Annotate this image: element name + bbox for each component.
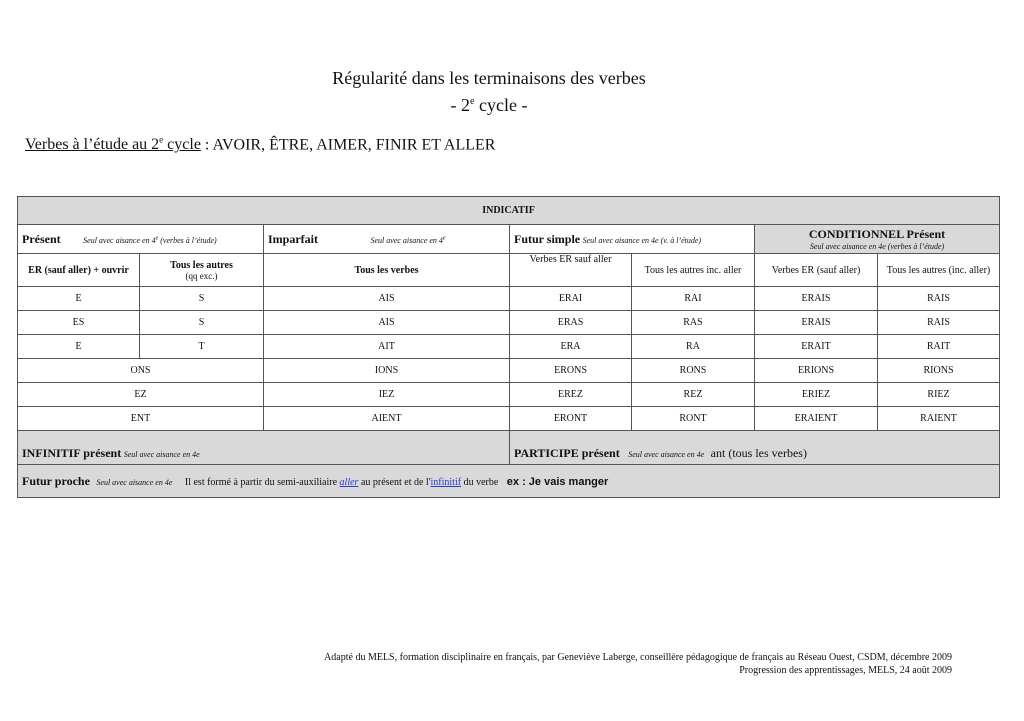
cond-autres-cell: RIONS [878, 359, 1000, 383]
cond-er-cell: ERAIS [755, 287, 878, 311]
present-header: Présent Seul avec aisance en 4e (verbes à l’étude) [18, 225, 264, 254]
cond-autres-cell: RAIS [878, 311, 1000, 335]
imparfait-cell: AIENT [264, 407, 510, 431]
futur-autres-cell: RAS [632, 311, 755, 335]
present-er-cell: ES [18, 311, 140, 335]
present-cell: EZ [18, 383, 264, 407]
cond-col-er: Verbes ER (sauf aller) [755, 254, 878, 287]
imparfait-col: Tous les verbes [264, 254, 510, 287]
present-cell: ENT [18, 407, 264, 431]
imparfait-cell: AIS [264, 287, 510, 311]
present-col-autres: Tous les autres (qq exc.) [140, 254, 264, 287]
futur-autres-cell: RONT [632, 407, 755, 431]
table-row [18, 311, 1000, 335]
table-row [18, 335, 1000, 359]
conditionnel-header: CONDITIONNEL Présent Seul avec aisance en 4e (verbes à l’étude) [755, 225, 1000, 254]
futur-er-cell: ERONT [510, 407, 632, 431]
imparfait-cell: IEZ [264, 383, 510, 407]
title-cycle: - 2e cycle - [450, 95, 528, 115]
indicatif-header: INDICATIF [18, 197, 1000, 225]
present-col-er: ER (sauf aller) + ouvrir [18, 254, 140, 287]
infinitif-row: INFINITIF présent Seul avec aisance en 4e [18, 431, 510, 465]
footer-line-2: Progression des apprentissages, MELS, 24 août 2009 [739, 665, 952, 676]
study-label: Verbes à l’étude au 2e cycle [25, 135, 201, 154]
present-er-cell: E [18, 335, 140, 359]
aller-link[interactable]: aller [339, 476, 359, 488]
futur-col-autres: Tous les autres inc. aller [632, 254, 755, 287]
study-verbs: : AVOIR, ÊTRE, AIMER, FINIR ET ALLER [200, 136, 496, 154]
cond-autres-cell: RAIS [878, 287, 1000, 311]
imparfait-cell: AIT [264, 335, 510, 359]
futur-simple-header: Futur simple Seul avec aisance en 4e (v. à l’étude) [510, 225, 755, 254]
table-row [18, 407, 1000, 431]
imparfait-cell: AIS [264, 311, 510, 335]
futur-autres-cell: RA [632, 335, 755, 359]
title-main: Régularité dans les terminaisons des verbes [332, 68, 646, 88]
futur-er-cell: ERAS [510, 311, 632, 335]
cond-er-cell: ERAIT [755, 335, 878, 359]
futur-er-cell: ERONS [510, 359, 632, 383]
futur-autres-cell: RAI [632, 287, 755, 311]
futur-er-cell: ERA [510, 335, 632, 359]
conjugation-table [17, 196, 1000, 498]
futur-autres-cell: RONS [632, 359, 755, 383]
page-title [0, 66, 978, 117]
present-er-cell: E [18, 287, 140, 311]
futur-autres-cell: REZ [632, 383, 755, 407]
futur-col-er: Verbes ER sauf aller [510, 254, 632, 287]
example-text: ex : Je vais manger [506, 475, 609, 488]
imparfait-cell: IONS [264, 359, 510, 383]
participe-row: PARTICIPE présent Seul avec aisance en 4e ant (tous les verbes) [510, 431, 1000, 465]
footer-line-1: Adapté du MELS, formation disciplinaire en français, par Geneviève Laberge, conseillère pédagogique de français au Réseau Ouest, CSDM, décembre 2009 [324, 652, 952, 663]
futur-er-cell: ERAI [510, 287, 632, 311]
present-autres-cell: S [140, 311, 264, 335]
infinitif-link[interactable]: infinitif [430, 476, 462, 488]
present-cell: ONS [18, 359, 264, 383]
present-autres-cell: S [140, 287, 264, 311]
table-row [18, 359, 1000, 383]
futur-proche-row: Futur proche Seul avec aisance en 4e Il est formé à partir du semi-auxiliaire aller au présent et de l'infinitif du verbe ex : Je vais manger [18, 465, 1000, 498]
imparfait-header: Imparfait Seul avec aisance en 4e [264, 225, 510, 254]
cond-autres-cell: RAIT [878, 335, 1000, 359]
cond-autres-cell: RAIENT [878, 407, 1000, 431]
cond-er-cell: ERAIS [755, 311, 878, 335]
table-row [18, 287, 1000, 311]
footer [324, 651, 952, 677]
cond-er-cell: ERIEZ [755, 383, 878, 407]
cond-col-autres: Tous les autres (inc. aller) [878, 254, 1000, 287]
futur-er-cell: EREZ [510, 383, 632, 407]
cond-er-cell: ERAIENT [755, 407, 878, 431]
study-verbs-line [25, 135, 495, 154]
present-autres-cell: T [140, 335, 264, 359]
cond-er-cell: ERIONS [755, 359, 878, 383]
cond-autres-cell: RIEZ [878, 383, 1000, 407]
table-row [18, 383, 1000, 407]
